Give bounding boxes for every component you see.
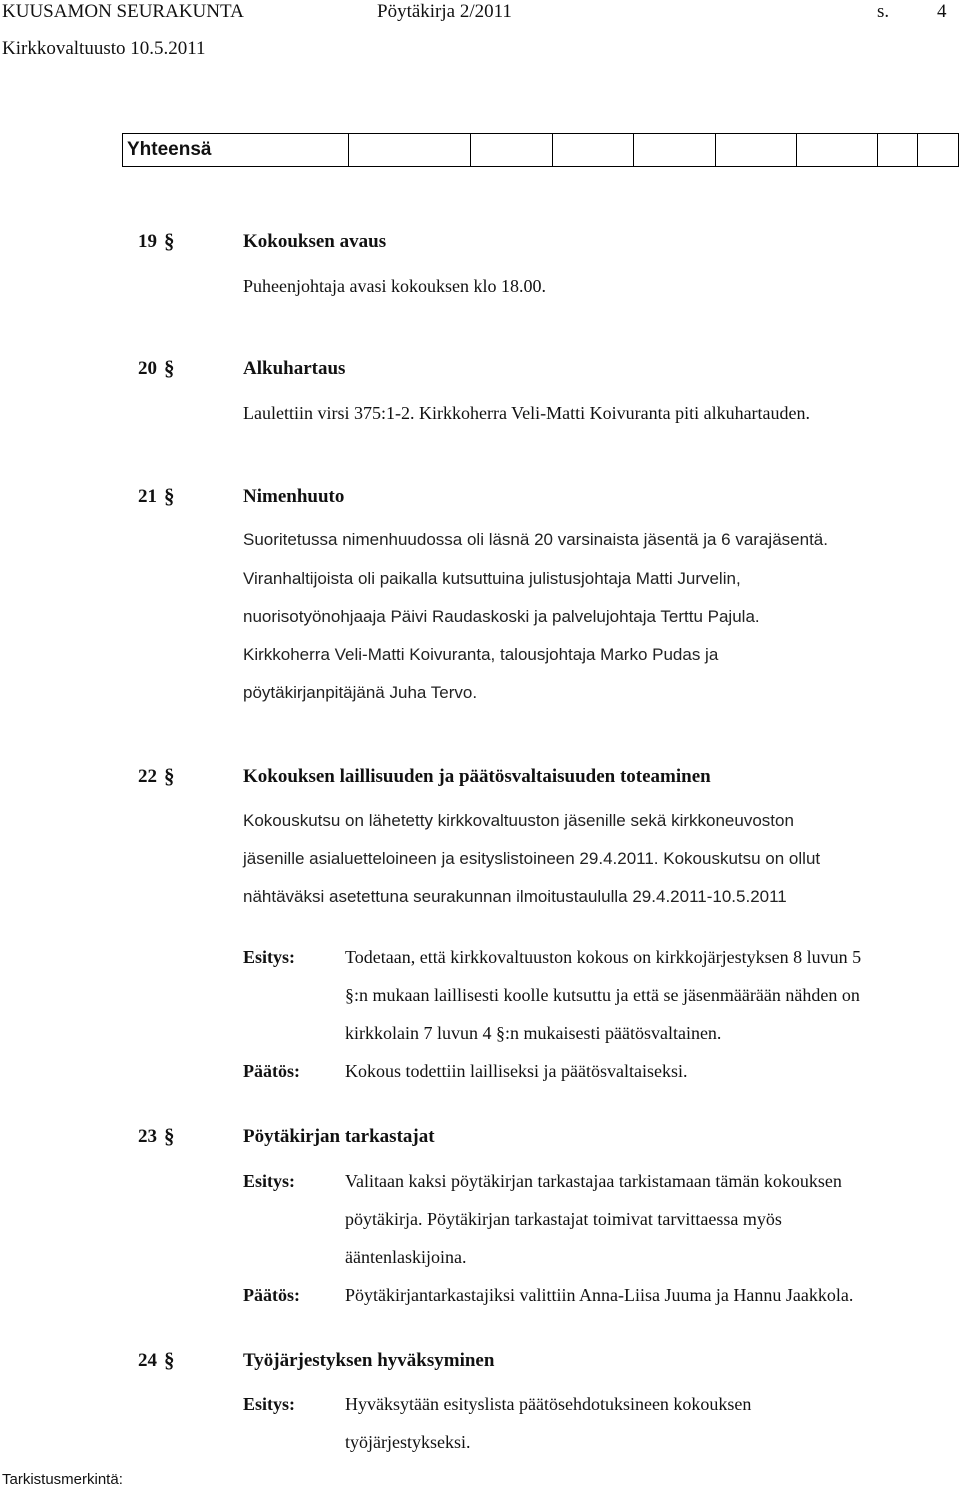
section-21-line: Kirkkoherra Veli-Matti Koivuranta, talousjohtaja Marko Pudas ja [243,645,719,664]
section-23-esitys-line: ääntenlaskijoina. [345,1247,467,1267]
section-21-number: 21 [138,486,157,507]
totals-label: Yhteensä [123,134,349,167]
section-24-title: Työjärjestyksen hyväksyminen [243,1350,495,1371]
section-22-esitys-label: Esitys: [243,947,296,967]
header-page-label: s. [877,1,890,22]
header-page-number: 4 [937,1,947,22]
totals-cell [918,134,959,167]
section-20-text: Laulettiin virsi 375:1-2. Kirkkoherra Veli-Matti Koivuranta piti alkuhartauden. [243,403,811,423]
section-23-esitys-label: Esitys: [243,1171,296,1191]
section-19-number: 19 [138,231,157,252]
totals-cell [877,134,918,167]
header-org: KUUSAMON SEURAKUNTA [2,1,244,22]
header-meeting: Kirkkovaltuusto 10.5.2011 [2,38,206,59]
totals-cell [349,134,471,167]
totals-cell [471,134,552,167]
section-19-text: Puheenjohtaja avasi kokouksen klo 18.00. [243,276,546,296]
section-23-symbol: § [164,1124,175,1148]
section-20-number: 20 [138,358,157,379]
section-19-title: Kokouksen avaus [243,231,387,252]
section-24-symbol: § [164,1348,175,1372]
section-22-esitys-line: §:n mukaan laillisesti koolle kutsuttu ja että se jäsenmäärään nähden on [345,985,860,1005]
section-23-number: 23 [138,1126,157,1147]
section-22-line: jäsenille asialuetteloineen ja esityslistoineen 29.4.2011. Kokouskutsu on ollut [243,849,821,868]
section-24-esitys-label: Esitys: [243,1394,296,1414]
section-20-symbol: § [164,356,175,380]
section-23-title: Pöytäkirjan tarkastajat [243,1126,435,1147]
section-22-esitys-line: kirkkolain 7 luvun 4 §:n mukaisesti päätösvaltainen. [345,1023,722,1043]
section-21-title: Nimenhuuto [243,486,345,507]
totals-cell [797,134,877,167]
totals-cell [552,134,633,167]
totals-table [122,133,959,167]
section-24-esitys-line: Hyväksytään esityslista päätösehdotuksineen kokouksen [345,1394,752,1414]
section-24-esitys-line: työjärjestykseksi. [345,1432,471,1452]
section-21-line: nuorisotyönohjaaja Päivi Raudaskoski ja palvelujohtaja Terttu Pajula. [243,607,760,626]
section-23-paatos-label: Päätös: [243,1285,300,1305]
section-21-line: pöytäkirjanpitäjänä Juha Tervo. [243,683,478,702]
totals-cell [715,134,796,167]
section-22-number: 22 [138,766,157,787]
section-23-esitys-line: Valitaan kaksi pöytäkirjan tarkastajaa tarkistamaan tämän kokouksen [345,1171,842,1191]
section-24-number: 24 [138,1350,157,1371]
section-21-line: Suoritetussa nimenhuudossa oli läsnä 20 varsinaista jäsentä ja 6 varajäsentä. [243,530,828,549]
section-22-title: Kokouksen laillisuuden ja päätösvaltaisuuden toteaminen [243,766,711,787]
section-21-line: Viranhaltijoista oli paikalla kutsuttuina julistusjohtaja Matti Jurvelin, [243,569,741,588]
section-19-symbol: § [164,229,175,253]
section-20-title: Alkuhartaus [243,358,346,379]
section-22-esitys-line: Todetaan, että kirkkovaltuuston kokous on kirkkojärjestyksen 8 luvun 5 [345,947,862,967]
section-23-esitys-line: pöytäkirja. Pöytäkirjan tarkastajat toimivat tarvittaessa myös [345,1209,782,1229]
header-doc: Pöytäkirja 2/2011 [377,1,512,22]
totals-cell [634,134,715,167]
section-22-line: nähtäväksi asetettuna seurakunnan ilmoitustaululla 29.4.2011-10.5.2011 [243,887,787,906]
section-23-paatos: Pöytäkirjantarkastajiksi valittiin Anna-Liisa Juuma ja Hannu Jaakkola. [345,1285,854,1305]
section-21-symbol: § [164,484,175,508]
footer-check-label: Tarkistusmerkintä: [2,1471,123,1488]
section-22-paatos-label: Päätös: [243,1061,300,1081]
section-22-paatos: Kokous todettiin lailliseksi ja päätösvaltaiseksi. [345,1061,688,1081]
section-22-symbol: § [164,764,175,788]
section-22-line: Kokouskutsu on lähetetty kirkkovaltuuston jäsenille sekä kirkkoneuvoston [243,811,794,830]
